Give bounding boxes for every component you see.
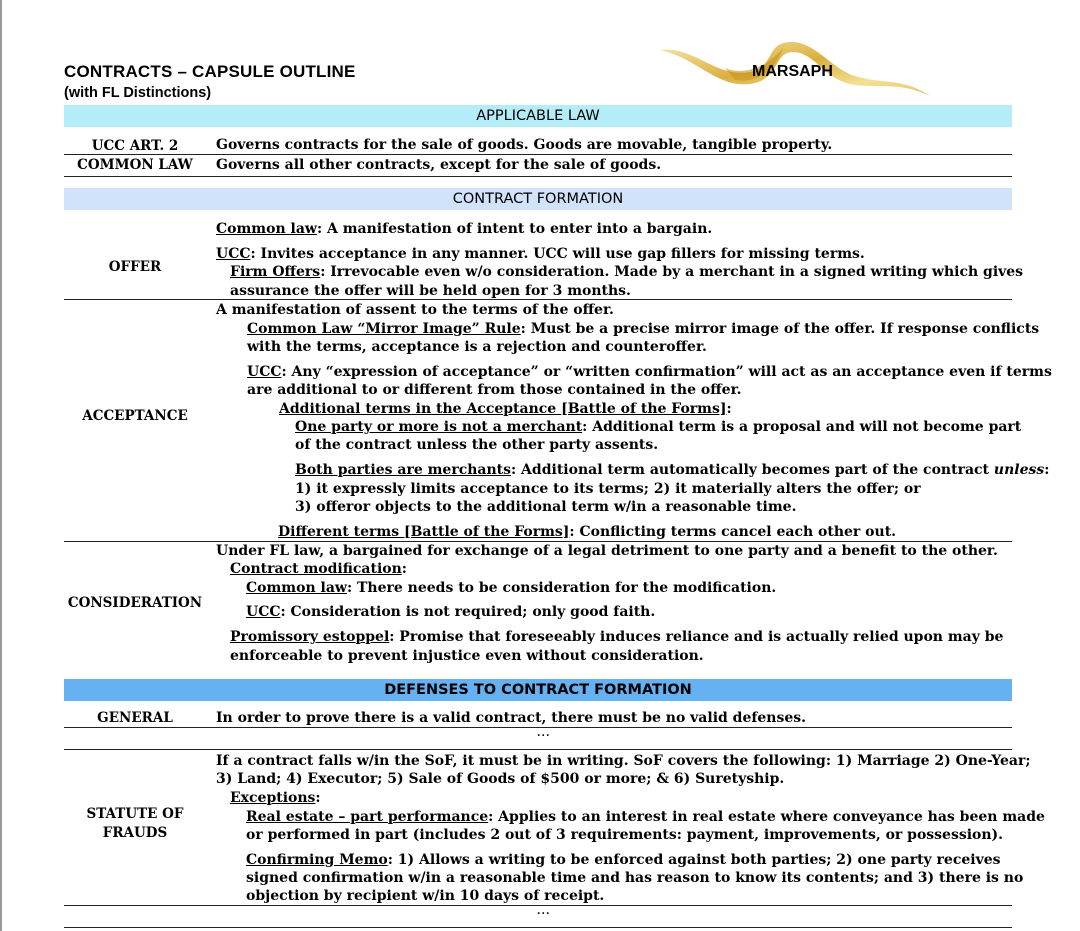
term-common-law: Common law: [216, 221, 317, 237]
section-heading-defenses: DEFENSES TO CONTRACT FORMATION: [64, 679, 1012, 701]
label-common-law: COMMON LAW: [77, 157, 193, 173]
sof-confirming-memo-cont-2: objection by recipient w/in 10 days of receipt.: [246, 888, 605, 904]
term-ucc: UCC: [247, 364, 282, 380]
term-real-estate: Real estate – part performance: [246, 809, 489, 825]
sof-text-1: If a contract falls w/in the SoF, it must be in writing. SoF covers the following: 1) Marriage 2) One-Year;: [216, 753, 1031, 769]
sof-confirming-memo-cont-1: signed confirmation w/in a reasonable time and has reason to know its contents; and 3) there is no: [246, 870, 1024, 886]
section-heading-applicable-law: APPLICABLE LAW: [64, 105, 1012, 127]
acceptance-one-party: One party or more is not a merchant: Additional term is a proposal and will not become part: [295, 419, 1022, 435]
consideration-promissory-estoppel: Promissory estoppel: Promise that foreseeably induces reliance and is actually relied upon may be: [230, 629, 1004, 645]
acceptance-ucc-cont: are additional to or different from those contained in the offer.: [247, 382, 742, 398]
acceptance-mirror-image-cont: with the terms, acceptance is a rejection and counteroffer.: [247, 339, 707, 355]
consideration-ucc: UCC: Consideration is not required; only good faith.: [246, 604, 656, 620]
acceptance-one-party-cont: of the contract unless the other party assents.: [295, 437, 659, 453]
term-contract-modification: Contract modification: [230, 561, 402, 577]
row-divider: [64, 927, 1012, 928]
row-divider: [64, 749, 1012, 750]
logo-text: MARSAPH: [752, 63, 833, 80]
sof-real-estate: Real estate – part performance: Applies to an interest in real estate where conveyance has been made: [246, 809, 1045, 825]
consideration-promissory-estoppel-cont: enforceable to prevent injustice even without consideration.: [230, 648, 704, 664]
offer-common-law: Common law: A manifestation of intent to enter into a bargain.: [216, 221, 713, 237]
offer-firm-offers-cont: assurance the offer will be held open for 3 months.: [230, 283, 631, 299]
sof-text-2: 3) Land; 4) Executor; 5) Sale of Goods of $500 or more; & 6) Suretyship.: [216, 771, 785, 787]
term-different-terms: Different terms [Battle of the Forms]: [278, 524, 570, 540]
term-both-merchants: Both parties are merchants: [295, 462, 512, 478]
acceptance-different-terms: Different terms [Battle of the Forms]: Conflicting terms cancel each other out.: [278, 524, 897, 540]
label-ucc-art-2: UCC ART. 2: [91, 138, 179, 154]
document-title: CONTRACTS – CAPSULE OUTLINE: [64, 62, 356, 81]
sof-confirming-memo: Confirming Memo: 1) Allows a writing to be enforced against both parties; 2) one party receives: [246, 852, 1001, 868]
ucc-art-2-text: Governs contracts for the sale of goods. Goods are movable, tangible property.: [216, 137, 833, 153]
sof-real-estate-cont: or performed in part (includes 2 out of 3 requirements: payment, improvements, or possession).: [246, 827, 1004, 843]
common-law-text: Governs all other contracts, except for the sale of goods.: [216, 157, 662, 173]
document-subtitle: (with FL Distinctions): [64, 85, 212, 101]
consideration-intro: Under FL law, a bargained for exchange of a legal detriment to one party and a benefit to the other.: [216, 543, 998, 559]
consideration-common-law: Common law: There needs to be consideration for the modification.: [246, 580, 777, 596]
ellipsis: ...: [537, 906, 551, 917]
term-exceptions: Exceptions: [230, 790, 316, 806]
term-additional-terms: Additional terms in the Acceptance [Battle of the Forms]: [279, 401, 727, 417]
term-common-law: Common law: [246, 580, 347, 596]
acceptance-both-merchants-cont-1: 1) it expressly limits acceptance to its terms; 2) it materially alters the offer; or: [295, 481, 921, 497]
term-promissory-estoppel: Promissory estoppel: [230, 629, 390, 645]
label-general: GENERAL: [97, 710, 173, 726]
row-divider: [64, 299, 1012, 300]
label-consideration: CONSIDERATION: [67, 595, 203, 611]
acceptance-ucc: UCC: Any “expression of acceptance” or “written confirmation” will act as an acceptance even if terms: [247, 364, 1052, 380]
term-mirror-image: Common Law “Mirror Image” Rule: [247, 321, 521, 337]
offer-ucc: UCC: Invites acceptance in any manner. UCC will use gap fillers for missing terms.: [216, 246, 865, 262]
label-offer: OFFER: [108, 259, 162, 275]
term-firm-offers: Firm Offers: [230, 264, 321, 280]
sof-exceptions: Exceptions:: [230, 790, 321, 806]
acceptance-both-merchants: Both parties are merchants: Additional term automatically becomes part of the contract unless:: [295, 462, 1050, 478]
acceptance-mirror-image: Common Law “Mirror Image” Rule: Must be a precise mirror image of the offer. If response conflicts: [247, 321, 1040, 337]
label-acceptance: ACCEPTANCE: [82, 408, 188, 424]
row-divider: [64, 176, 1012, 177]
page-edge: [0, 0, 2, 931]
label-statute-of-frauds-1: STATUTE OF: [86, 806, 184, 822]
term-one-party: One party or more is not a merchant: [295, 419, 583, 435]
term-ucc: UCC: [216, 246, 251, 262]
offer-firm-offers: Firm Offers: Irrevocable even w/o consideration. Made by a merchant in a signed writing which gives: [230, 264, 1024, 280]
ellipsis: ...: [537, 728, 551, 739]
label-statute-of-frauds-2: FRAUDS: [102, 825, 168, 841]
acceptance-intro: A manifestation of assent to the terms of the offer.: [216, 302, 614, 318]
acceptance-both-merchants-cont-2: 3) offeror objects to the additional term w/in a reasonable time.: [295, 499, 797, 515]
acceptance-additional-terms: Additional terms in the Acceptance [Battle of the Forms]:: [279, 401, 732, 417]
consideration-modification: Contract modification:: [230, 561, 407, 577]
term-confirming-memo: Confirming Memo: [246, 852, 388, 868]
general-text: In order to prove there is a valid contract, there must be no valid defenses.: [216, 710, 807, 726]
section-heading-contract-formation: CONTRACT FORMATION: [64, 188, 1012, 210]
row-divider: [64, 154, 1012, 155]
term-ucc: UCC: [246, 604, 281, 620]
